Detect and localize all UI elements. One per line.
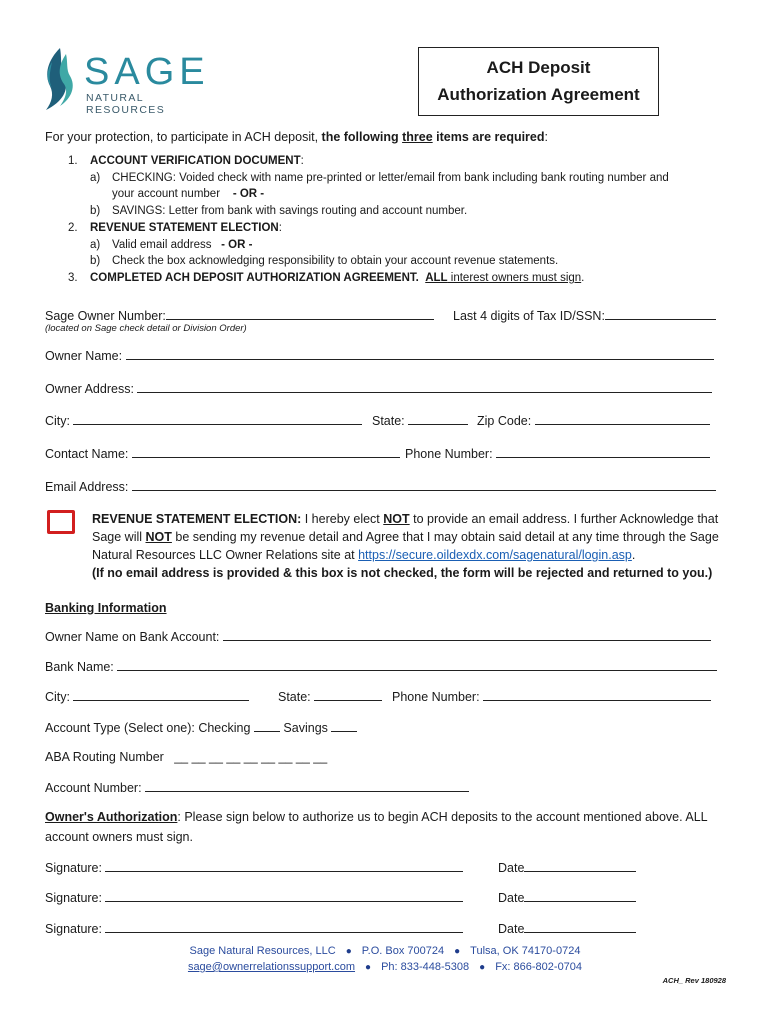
state-row[interactable] xyxy=(372,412,468,429)
footer-phone: Ph: 833-448-5308 xyxy=(381,961,470,973)
election-line3: Natural Resources LLC Owner Relations site at https://secure.oildexdx.com/sagenatural/login.asp. xyxy=(92,548,636,562)
banking-heading: Banking Information xyxy=(45,601,167,615)
footer-city: Tulsa, OK 74170-0724 xyxy=(470,945,581,957)
owner-address-field[interactable] xyxy=(137,380,712,393)
bank-state-label: State: xyxy=(278,690,311,704)
req-title-1: ACCOUNT VERIFICATION DOCUMENT: xyxy=(90,155,304,167)
date-field-1[interactable] xyxy=(524,859,636,872)
bank-phone-label: Phone Number: xyxy=(392,690,480,704)
date-row-1[interactable] xyxy=(498,859,636,876)
signature-label: Signature: xyxy=(45,891,102,905)
email-label: Email Address: xyxy=(45,480,129,494)
bank-city-label: City: xyxy=(45,690,70,704)
owner-number-field[interactable] xyxy=(166,307,434,320)
revenue-election-checkbox[interactable] xyxy=(47,510,75,534)
req-2a: Valid email address - OR - xyxy=(112,239,253,251)
signature-field-2[interactable] xyxy=(105,889,463,902)
bullet-icon: ● xyxy=(454,946,461,957)
zip-field[interactable] xyxy=(535,412,710,425)
document-title-box xyxy=(418,47,659,116)
revenue-election-text xyxy=(92,511,732,581)
req-number-2: 2. xyxy=(68,222,78,234)
contact-name-label: Contact Name: xyxy=(45,447,129,461)
tax-id-label: Last 4 digits of Tax ID/SSN: xyxy=(453,309,605,323)
logo-subtitle: NATURAL RESOURCES xyxy=(86,92,166,116)
bank-name-label: Bank Name: xyxy=(45,660,114,674)
req-1a-mark: a) xyxy=(90,172,101,184)
signature-field-1[interactable] xyxy=(105,859,463,872)
req-2b-mark: b) xyxy=(90,255,101,267)
state-field[interactable] xyxy=(408,412,468,425)
savings-label: Savings xyxy=(283,721,328,735)
sage-logo xyxy=(40,46,220,116)
bank-city-row[interactable] xyxy=(45,688,249,705)
bullet-icon: ● xyxy=(479,962,486,973)
footer-box: P.O. Box 700724 xyxy=(361,945,445,957)
date-label: Date xyxy=(498,922,525,936)
savings-blank[interactable] xyxy=(331,719,357,732)
zip-row[interactable] xyxy=(477,412,710,429)
bullet-icon: ● xyxy=(345,946,352,957)
zip-label: Zip Code: xyxy=(477,414,532,428)
election-warning: (If no email address is provided & this box is not checked, the form will be rejected and returned to you.) xyxy=(92,566,713,580)
intro-text: For your protection, to participate in ACH deposit, the following three items are required: xyxy=(45,130,548,144)
footer-company: Sage Natural Resources, LLC xyxy=(189,945,336,957)
req-1a-line1: CHECKING: Voided check with name pre-printed or letter/email from bank including bank routing number and xyxy=(112,172,669,184)
footer-email-link[interactable]: sage@ownerrelationssupport.com xyxy=(187,961,356,973)
election-line2: Sage will NOT be sending my revenue detail and Agree that I may obtain said detail at any time through the Sage xyxy=(92,530,719,544)
city-field[interactable] xyxy=(73,412,362,425)
aba-routing-row[interactable] xyxy=(45,749,327,765)
leaf-flame-icon xyxy=(40,46,78,112)
bank-name-row[interactable] xyxy=(45,658,717,675)
bullet-icon: ● xyxy=(365,962,372,973)
account-number-label: Account Number: xyxy=(45,781,142,795)
date-label: Date xyxy=(498,861,525,875)
req-1b-mark: b) xyxy=(90,205,101,217)
footer-line2 xyxy=(0,959,770,976)
date-row-3[interactable] xyxy=(498,920,636,937)
bank-state-row[interactable] xyxy=(278,688,382,705)
date-field-2[interactable] xyxy=(524,889,636,902)
email-row[interactable] xyxy=(45,478,716,495)
date-row-2[interactable] xyxy=(498,889,636,906)
signature-row-3[interactable] xyxy=(45,920,463,937)
req-number-3: 3. xyxy=(68,272,78,284)
signature-label: Signature: xyxy=(45,861,102,875)
bank-phone-row[interactable] xyxy=(392,688,711,705)
req-title-2: REVENUE STATEMENT ELECTION: xyxy=(90,222,282,234)
city-label: City: xyxy=(45,414,70,428)
phone-field[interactable] xyxy=(496,445,710,458)
document-title-line1: ACH Deposit xyxy=(486,58,591,77)
account-number-field[interactable] xyxy=(145,779,469,792)
bank-phone-field[interactable] xyxy=(483,688,711,701)
signature-field-3[interactable] xyxy=(105,920,463,933)
phone-row[interactable] xyxy=(405,445,710,462)
tax-id-row[interactable] xyxy=(453,307,716,324)
owner-name-label: Owner Name: xyxy=(45,349,123,363)
document-title-line2: Authorization Agreement xyxy=(437,85,640,104)
req-1b: SAVINGS: Letter from bank with savings routing and account number. xyxy=(112,205,468,217)
contact-name-field[interactable] xyxy=(132,445,400,458)
owner-address-row[interactable] xyxy=(45,380,712,397)
owner-number-note: (located on Sage check detail or Division Order) xyxy=(45,323,247,334)
logo-name: SAGE xyxy=(84,51,210,93)
account-number-row[interactable] xyxy=(45,779,469,796)
owner-on-bank-field[interactable] xyxy=(223,628,711,641)
date-field-3[interactable] xyxy=(524,920,636,933)
authorization-text: Owner's Authorization: Please sign below to authorize us to begin ACH deposits to the account mentioned above. ALL account owners must sign. xyxy=(45,810,708,844)
req-number-1: 1. xyxy=(68,155,78,167)
owner-number-row[interactable] xyxy=(45,307,434,324)
owner-number-label: Sage Owner Number: xyxy=(45,309,166,323)
footer-fax: Fx: 866-802-0704 xyxy=(495,961,583,973)
phone-label: Phone Number: xyxy=(405,447,493,461)
revision-code: ACH_ Rev 180928 xyxy=(662,976,726,985)
owner-on-bank-label: Owner Name on Bank Account: xyxy=(45,630,220,644)
tax-id-field[interactable] xyxy=(605,307,716,320)
req-2a-mark: a) xyxy=(90,239,101,251)
aba-routing-label: ABA Routing Number xyxy=(45,750,164,764)
bank-name-field[interactable] xyxy=(117,658,717,671)
owner-on-bank-row[interactable] xyxy=(45,628,711,645)
date-label: Date xyxy=(498,891,525,905)
footer-line1 xyxy=(0,943,770,960)
signature-row-2[interactable] xyxy=(45,889,463,906)
city-row[interactable] xyxy=(45,412,362,429)
email-field[interactable] xyxy=(132,478,716,491)
owner-address-label: Owner Address: xyxy=(45,382,134,396)
state-label: State: xyxy=(372,414,405,428)
bank-state-field[interactable] xyxy=(314,688,382,701)
bank-city-field[interactable] xyxy=(73,688,249,701)
checking-blank[interactable] xyxy=(254,719,280,732)
owner-relations-link[interactable]: https://secure.oildexdx.com/sagenatural/login.asp xyxy=(358,548,632,562)
owner-name-row[interactable] xyxy=(45,347,714,364)
account-type-row[interactable] xyxy=(45,719,357,736)
signature-label: Signature: xyxy=(45,922,102,936)
req-1a-line2: your account number - OR - xyxy=(112,188,265,200)
req-title-3: COMPLETED ACH DEPOSIT AUTHORIZATION AGREEMENT. ALL interest owners must sign. xyxy=(90,272,585,284)
election-line1: REVENUE STATEMENT ELECTION: I hereby elect NOT to provide an email address. I further Acknowledge that xyxy=(92,512,719,526)
signature-row-1[interactable] xyxy=(45,859,463,876)
account-type-label: Account Type (Select one): Checking xyxy=(45,721,251,735)
owner-name-field[interactable] xyxy=(126,347,714,360)
aba-routing-blanks[interactable]: __ __ __ __ __ __ __ __ __ xyxy=(174,750,328,764)
contact-name-row[interactable] xyxy=(45,445,400,462)
req-2b: Check the box acknowledging responsibility to obtain your account revenue statements. xyxy=(112,255,559,267)
